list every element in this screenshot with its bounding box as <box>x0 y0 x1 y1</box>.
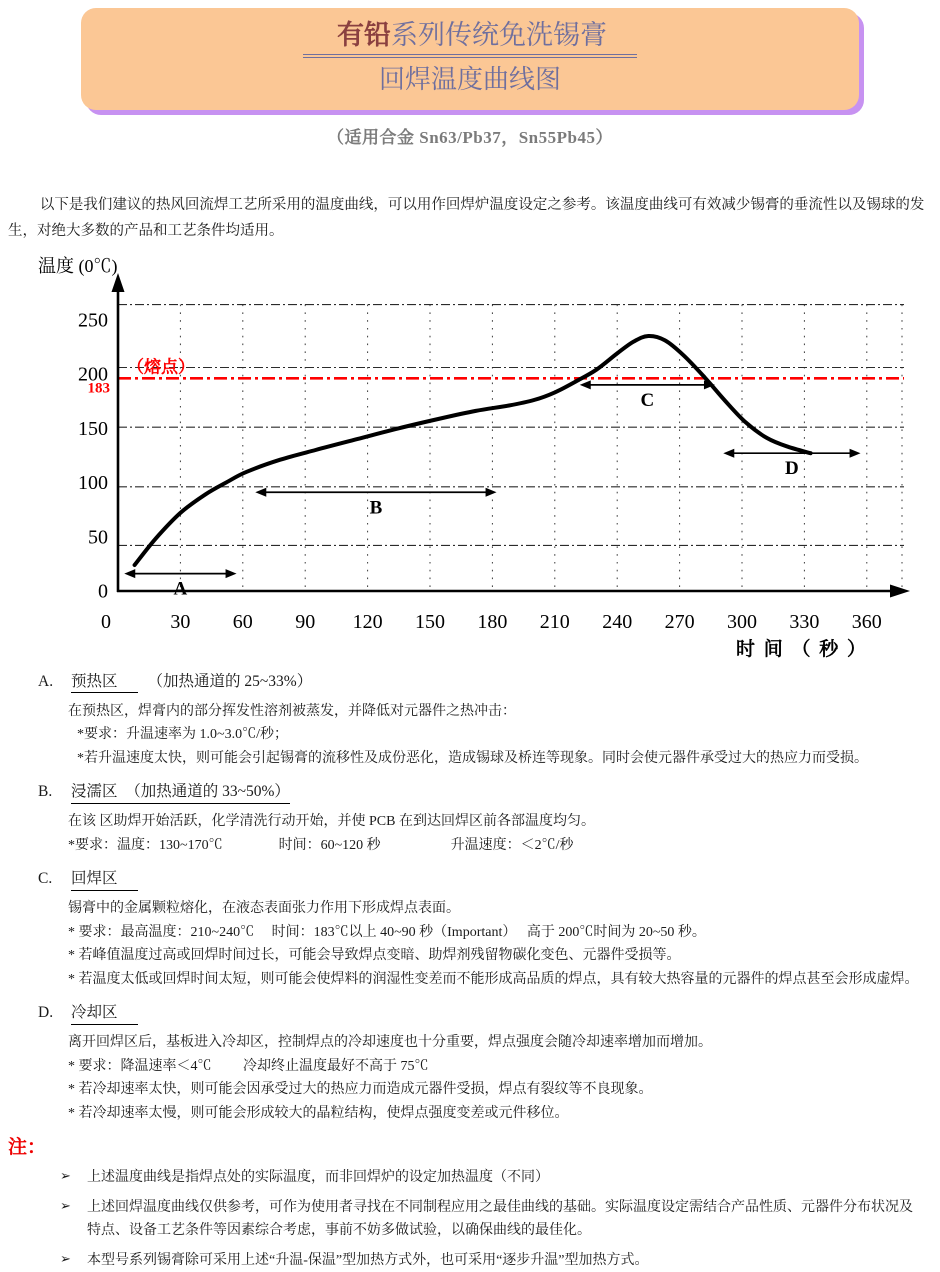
x-tick-label: 30 <box>170 610 191 633</box>
y-tick-label: 0 <box>98 580 108 603</box>
notes-list <box>0 1166 940 1272</box>
chart-svg <box>30 256 940 660</box>
x-tick-label: 360 <box>851 610 882 633</box>
section-A <box>0 669 940 771</box>
section-letter: B. <box>38 783 53 801</box>
section-text-line: * 若温度太低或回焊时间太短，则可能会使焊料的润湿性变差而不能形成高品质的焊点，具有较大热容量的元器件的焊点甚至会形成虚焊。 <box>68 971 919 987</box>
section-title: 回焊区 <box>71 870 138 891</box>
y-tick-label: 150 <box>78 417 108 440</box>
x-tick-label: 240 <box>602 610 633 633</box>
notes-label: 注： <box>8 1137 47 1159</box>
arrow-bullet-icon: ➢ <box>60 1168 71 1184</box>
section-text-line: 在预热区，焊膏内的部分挥发性溶剂被蒸发，并降低对元器件之热冲击： <box>68 703 516 719</box>
section-letter: A. <box>38 672 54 690</box>
section-text-line: 离开回焊区后，基板进入冷却区，控制焊点的冷却速度也十分重要，焊点强度会随冷却速率增加而增加。 <box>68 1035 712 1051</box>
note-text: 上述温度曲线是指焊点处的实际温度，而非回焊炉的设定加热温度（不同） <box>87 1170 549 1186</box>
x-tick-label: 90 <box>295 610 316 633</box>
arrow-bullet-icon: ➢ <box>60 1197 71 1213</box>
zone-arrowhead <box>850 448 861 457</box>
x-tick-label: 210 <box>539 610 570 633</box>
section-text-line: * 若峰值温度过高或回焊时间过长，可能会导致焊点变暗、助焊剂残留物碳化变色、元器件受损等。 <box>68 948 681 964</box>
page-title-line1 <box>81 17 859 58</box>
y-tick-label: 50 <box>88 525 108 548</box>
melting-point-line-label: （熔点） <box>127 356 195 376</box>
zone-label-D: D <box>785 457 799 479</box>
zone-arrowhead <box>255 487 266 496</box>
section-letter: D. <box>38 1004 54 1022</box>
section-text-line: 在该 区助焊开始活跃，化学清洗行动开始，并使 PCB 在到达回焊区前各部温度均匀。 <box>68 814 595 830</box>
section-heading <box>0 669 940 691</box>
x-axis-title: 时 间 （ 秒 ） <box>735 638 869 660</box>
section-text-line: *要求：升温速率为 1.0~3.0℃/秒； <box>77 727 288 743</box>
x-tick-label: 120 <box>352 610 383 633</box>
section-text-line: *若升温速度太快，则可能会引起锡膏的流移性及成份恶化，造成锡球及桥连等现象。同时会使元器件承受过大的热应力而受损。 <box>77 750 868 766</box>
section-heading <box>0 866 940 888</box>
y-tick-label: 100 <box>78 471 108 494</box>
zone-label-B: B <box>369 496 383 518</box>
header-box <box>81 8 859 110</box>
section-heading <box>0 1000 940 1022</box>
zone-label-C: C <box>640 389 655 411</box>
zone-label-A: A <box>173 578 188 600</box>
zone-arrowhead <box>226 569 237 578</box>
reflow-temperature-chart <box>30 256 940 660</box>
title-rest: 系列传统免洗锡膏 <box>391 20 607 50</box>
title-emphasis: 有铅 <box>337 20 391 50</box>
section-D <box>0 1000 940 1125</box>
x-tick-label: 180 <box>477 610 508 633</box>
note-item <box>0 1249 940 1272</box>
y-axis-title: 温度 (0℃) <box>38 255 118 276</box>
alloy-subtitle: （适用合金 Sn63/Pb37，Sn55Pb45） <box>327 128 613 147</box>
x-tick-label: 0 <box>101 610 111 633</box>
page-title-line2: 回焊温度曲线图 <box>378 65 561 94</box>
section-B <box>0 779 940 857</box>
section-C <box>0 866 940 991</box>
section-text-line: * 要求：降温速率＜4℃ 冷却终止温度最好不高于 75℃ <box>68 1058 429 1074</box>
section-text-line: * 若冷却速率太慢，则可能会形成较大的晶粒结构，使焊点强度变差或元件移位。 <box>68 1105 569 1121</box>
section-letter: C. <box>38 870 53 888</box>
section-title: 浸濡区 （加热通道的 33~50%） <box>71 783 290 804</box>
section-title: 冷却区 <box>71 1004 138 1025</box>
notes-section <box>0 1132 940 1272</box>
section-text-line: * 要求：最高温度：210~240℃ 时间：183℃以上 40~90 秒（Important） 高于 200℃时间为 20~50 秒。 <box>68 924 706 940</box>
x-tick-label: 270 <box>664 610 695 633</box>
note-item <box>0 1196 940 1243</box>
document-page <box>0 8 940 1268</box>
zone-arrowhead <box>124 569 135 578</box>
zone-description-sections <box>0 669 940 1126</box>
section-text-line: * 若冷却速率太快，则可能会因承受过大的热应力而造成元器件受损，焊点有裂纹等不良现象。 <box>68 1082 653 1098</box>
y-tick-label: 250 <box>78 308 108 331</box>
intro-paragraph: 以下是我们建议的热风回流焊工艺所采用的温度曲线，可以用作回焊炉温度设定之参考。该温度曲线可有效减少锡膏的垂流性以及锡球的发生，对绝大多数的产品和工艺条件均适用。 <box>8 197 925 239</box>
y-tick-label: 200 <box>78 363 108 386</box>
x-tick-label: 60 <box>232 610 253 633</box>
section-title-suffix: （加热通道的 25~33%） <box>147 672 313 690</box>
section-heading <box>0 779 940 801</box>
zone-arrowhead <box>486 487 497 496</box>
melting-point-value: 183 <box>87 379 110 396</box>
zone-arrowhead <box>723 448 734 457</box>
title-underline-wrap <box>303 17 637 58</box>
x-axis-arrow <box>890 584 910 597</box>
note-text: 上述回焊温度曲线仅供参考，可作为使用者寻找在不同制程应用之最佳曲线的基础。实际温度设定需结合产品性质、元器件分布状况及特点、设备工艺条件等因素综合考虑，事前不妨多做试验，以确保曲线的最佳化。 <box>87 1199 913 1239</box>
zone-arrowhead <box>580 380 591 389</box>
x-tick-label: 150 <box>415 610 445 633</box>
section-text-line: *要求：温度：130~170℃ 时间：60~120 秒 升温速度：＜2℃/秒 <box>68 837 574 853</box>
arrow-bullet-icon: ➢ <box>60 1250 71 1266</box>
temperature-curve <box>135 336 811 565</box>
note-text: 本型号系列锡膏除可采用上述“升温-保温”型加热方式外，也可采用“逐步升温”型加热方式。 <box>87 1252 649 1268</box>
x-tick-label: 300 <box>727 610 757 633</box>
note-item <box>0 1166 940 1190</box>
section-title: 预热区 <box>71 673 138 694</box>
x-tick-label: 330 <box>789 610 820 633</box>
section-text-line: 锡膏中的金属颗粒熔化，在液态表面张力作用下形成焊点表面。 <box>68 901 460 917</box>
